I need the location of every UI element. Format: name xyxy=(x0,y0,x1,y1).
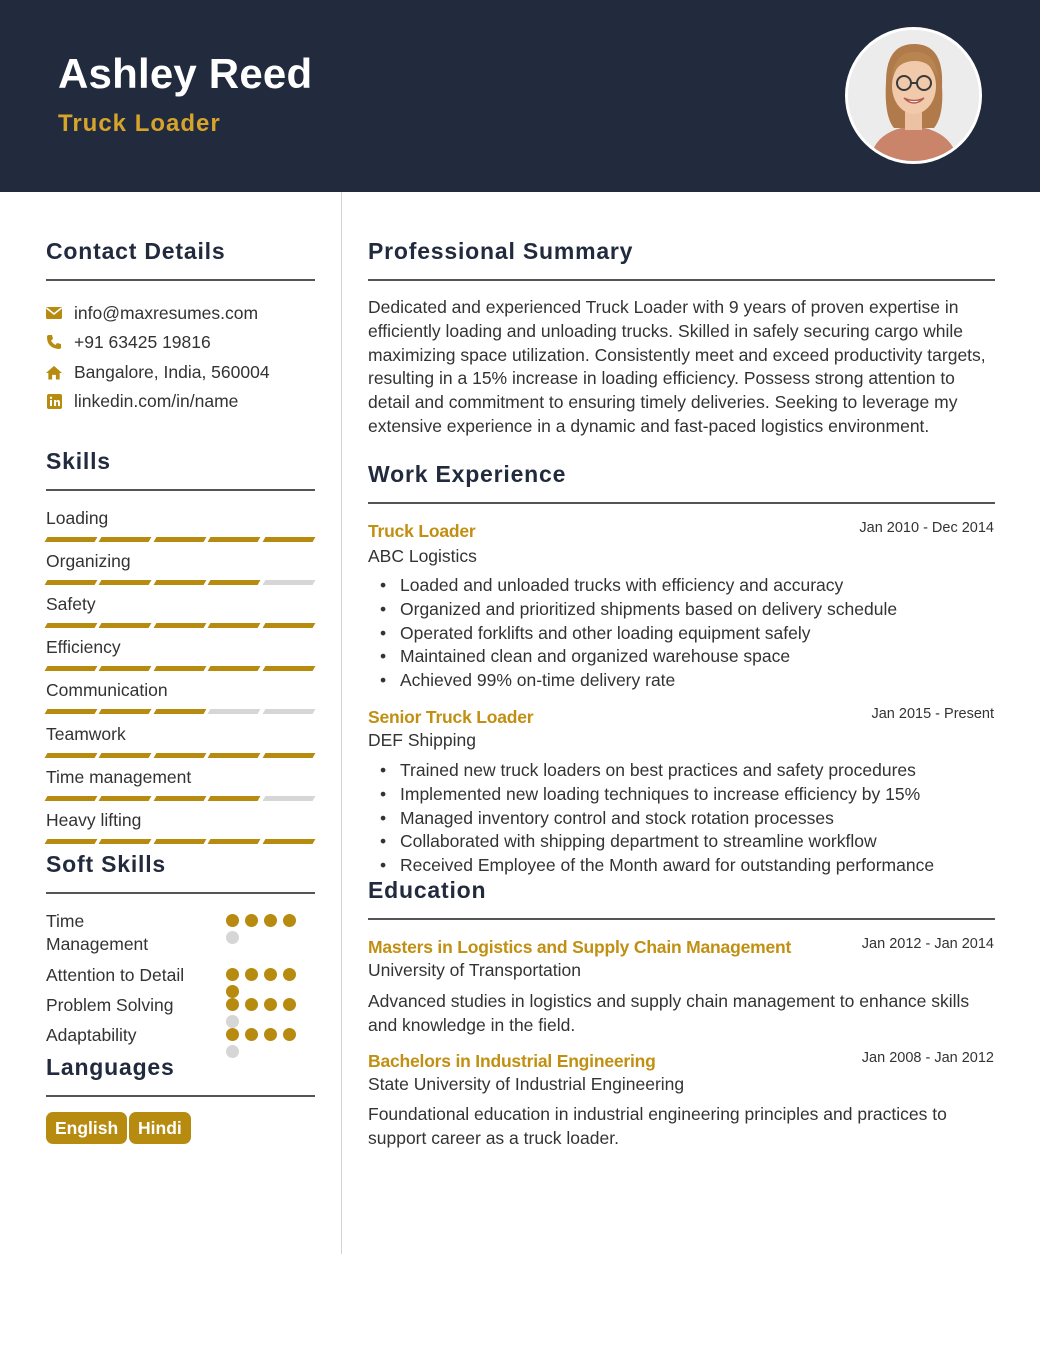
rating-dot xyxy=(264,914,277,927)
skill-name: Time management xyxy=(46,766,192,787)
soft-skill-name: Problem Solving xyxy=(46,995,174,1015)
soft-skill-rating xyxy=(226,1028,306,1058)
list-item: • Maintained clean and organized warehouse space xyxy=(380,645,994,669)
list-item: • Organized and prioritized shipments based on delivery schedule xyxy=(380,598,994,622)
skill-level-segment xyxy=(99,580,152,585)
skill-level-segment xyxy=(153,709,206,714)
contact-address-text: Bangalore, India, 560004 xyxy=(74,361,270,382)
rating-dot xyxy=(226,931,239,944)
degree-date: Jan 2012 - Jan 2014 xyxy=(861,936,994,952)
soft-skill-name: Adaptability xyxy=(46,1025,137,1045)
skill-level-segment xyxy=(99,796,152,801)
skill-level-bar xyxy=(46,537,314,542)
profile-photo-image xyxy=(848,30,979,161)
skill-level-segment xyxy=(262,753,315,758)
contact-email-text: info@maxresumes.com xyxy=(74,302,259,323)
skill-level-bar xyxy=(46,753,314,758)
skill-level-segment xyxy=(153,537,206,542)
skill-level-segment xyxy=(153,623,206,628)
skill-level-segment xyxy=(262,839,315,844)
job-date: Jan 2015 - Present xyxy=(871,706,994,722)
rating-dot xyxy=(264,998,277,1011)
skill-name: Safety xyxy=(46,594,96,615)
soft-skills-title: Soft Skills xyxy=(46,851,166,877)
skills-title-rule xyxy=(46,489,315,491)
skill-level-segment xyxy=(262,796,315,801)
profile-photo xyxy=(845,27,982,164)
contact-phone[interactable] xyxy=(46,331,211,353)
degree-title: Bachelors in Industrial Engineering xyxy=(368,1051,656,1071)
soft-skill-name: Attention to Detail xyxy=(46,965,185,985)
soft-skill-rating xyxy=(226,998,306,1028)
skill-level-segment xyxy=(99,623,152,628)
rating-dot xyxy=(245,998,258,1011)
skill-level-segment xyxy=(99,537,152,542)
degree-title: Masters in Logistics and Supply Chain Management xyxy=(368,937,792,957)
list-item: • Implemented new loading techniques to increase efficiency by 15% xyxy=(380,783,994,807)
rating-dot xyxy=(226,914,239,927)
skill-name: Organizing xyxy=(46,551,131,572)
skill-level-segment xyxy=(262,709,315,714)
languages-title: Languages xyxy=(46,1054,175,1080)
skill-level-segment xyxy=(208,623,261,628)
skills-title: Skills xyxy=(46,448,111,474)
rating-dot xyxy=(226,1028,239,1041)
job-bullets xyxy=(380,759,994,878)
skill-level-segment xyxy=(45,709,98,714)
job-bullets xyxy=(380,574,994,693)
skill-level-segment xyxy=(153,666,206,671)
contact-title-rule xyxy=(46,279,315,281)
rating-dot xyxy=(245,914,258,927)
job-company: DEF Shipping xyxy=(368,730,476,750)
skill-level-segment xyxy=(45,796,98,801)
summary-title-rule xyxy=(368,279,995,281)
job-title: Truck Loader xyxy=(368,521,476,541)
skill-level-bar xyxy=(46,666,314,671)
linkedin-icon xyxy=(46,393,62,409)
rating-dot xyxy=(283,1028,296,1041)
contact-linkedin[interactable] xyxy=(46,390,238,412)
degree-description: Foundational education in industrial engineering principles and practices to support career as a truck loader. xyxy=(368,1104,947,1148)
list-item: • Managed inventory control and stock rotation processes xyxy=(380,807,994,831)
skill-level-segment xyxy=(45,537,98,542)
skill-name: Teamwork xyxy=(46,723,126,744)
skill-level-segment xyxy=(45,753,98,758)
language-badge: English xyxy=(46,1112,127,1144)
skill-level-bar xyxy=(46,839,314,844)
rating-dot xyxy=(226,1015,239,1028)
school-name: University of Transportation xyxy=(368,960,582,980)
rating-dot xyxy=(226,1045,239,1058)
contact-title: Contact Details xyxy=(46,238,226,264)
rating-dot xyxy=(226,968,239,981)
job-company: ABC Logistics xyxy=(368,546,477,566)
skill-level-bar xyxy=(46,623,314,628)
rating-dot xyxy=(245,968,258,981)
skill-name: Efficiency xyxy=(46,637,121,658)
list-item: • Trained new truck loaders on best practices and safety procedures xyxy=(380,759,994,783)
rating-dot xyxy=(226,998,239,1011)
list-item: • Collaborated with shipping department to streamline workflow xyxy=(380,830,994,854)
contact-linkedin-text: linkedin.com/in/name xyxy=(74,390,239,411)
list-item: • Achieved 99% on-time delivery rate xyxy=(380,669,994,693)
skill-level-segment xyxy=(208,709,261,714)
soft-skill-rating xyxy=(226,968,306,998)
list-item: • Received Employee of the Month award for outstanding performance xyxy=(380,854,994,878)
skill-name: Communication xyxy=(46,680,168,701)
language-badge: Hindi xyxy=(129,1112,191,1144)
rating-dot xyxy=(226,985,239,998)
home-icon xyxy=(46,364,62,380)
skill-level-bar xyxy=(46,796,314,801)
degree-date: Jan 2008 - Jan 2012 xyxy=(861,1050,994,1066)
school-name: State University of Industrial Engineering xyxy=(368,1074,685,1094)
rating-dot xyxy=(264,1028,277,1041)
skill-level-bar xyxy=(46,580,314,585)
contact-address xyxy=(46,361,270,383)
skill-level-bar xyxy=(46,709,314,714)
rating-dot xyxy=(283,914,296,927)
rating-dot xyxy=(283,968,296,981)
skill-level-segment xyxy=(99,709,152,714)
skill-level-segment xyxy=(99,666,152,671)
list-item: • Operated forklifts and other loading equipment safely xyxy=(380,622,994,646)
experience-title-rule xyxy=(368,502,995,504)
skill-level-segment xyxy=(153,839,206,844)
phone-icon xyxy=(46,334,62,350)
skill-level-segment xyxy=(208,753,261,758)
skill-level-segment xyxy=(262,580,315,585)
skill-level-segment xyxy=(208,537,261,542)
soft-skills-title-rule xyxy=(46,892,315,894)
job-date: Jan 2010 - Dec 2014 xyxy=(859,520,994,536)
rating-dot xyxy=(283,998,296,1011)
skill-level-segment xyxy=(262,623,315,628)
skill-name: Loading xyxy=(46,508,109,528)
contact-email[interactable] xyxy=(46,302,258,324)
job-title: Senior Truck Loader xyxy=(368,707,534,727)
skill-level-segment xyxy=(208,666,261,671)
candidate-name: Ashley Reed xyxy=(58,50,313,97)
list-item: • Loaded and unloaded trucks with efficiency and accuracy xyxy=(380,574,994,598)
skill-level-segment xyxy=(99,839,152,844)
skill-level-segment xyxy=(153,580,206,585)
candidate-role: Truck Loader xyxy=(58,110,221,137)
soft-skill-rating xyxy=(226,914,306,944)
languages-title-rule xyxy=(46,1095,315,1097)
envelope-icon xyxy=(46,305,62,321)
soft-skill-name: Time Management xyxy=(46,911,149,954)
column-divider xyxy=(341,192,342,1254)
skill-level-segment xyxy=(45,623,98,628)
skill-level-segment xyxy=(153,753,206,758)
skill-level-segment xyxy=(262,537,315,542)
summary-title: Professional Summary xyxy=(368,238,634,264)
degree-description: Advanced studies in logistics and supply chain management to enhance skills and knowledge in the field. xyxy=(368,991,970,1035)
experience-title: Work Experience xyxy=(368,461,567,487)
education-title-rule xyxy=(368,918,995,920)
resume-header xyxy=(0,0,1040,192)
education-title: Education xyxy=(368,877,487,903)
skill-level-segment xyxy=(99,753,152,758)
skill-level-segment xyxy=(153,796,206,801)
rating-dot xyxy=(245,1028,258,1041)
skill-level-segment xyxy=(208,839,261,844)
skill-name: Heavy lifting xyxy=(46,809,142,830)
summary-text: Dedicated and experienced Truck Loader with 9 years of proven expertise in efficiently loading and unloading trucks. Skilled in safely securing cargo while maximizing space utilization. Consistently meet and exceed productivity targets, resulting in a 15% increase in loading efficiency. Possess strong attention to detail and commitment to ensuring timely deliveries. Seeking to leverage my extensive experience in a dynamic and fast-paced logistics environment. xyxy=(368,297,986,436)
skill-level-segment xyxy=(45,666,98,671)
skill-level-segment xyxy=(208,796,261,801)
rating-dot xyxy=(264,968,277,981)
skill-level-segment xyxy=(45,839,98,844)
contact-phone-text: +91 63425 19816 xyxy=(74,331,211,352)
skill-level-segment xyxy=(262,666,315,671)
skill-level-segment xyxy=(45,580,98,585)
skill-level-segment xyxy=(208,580,261,585)
